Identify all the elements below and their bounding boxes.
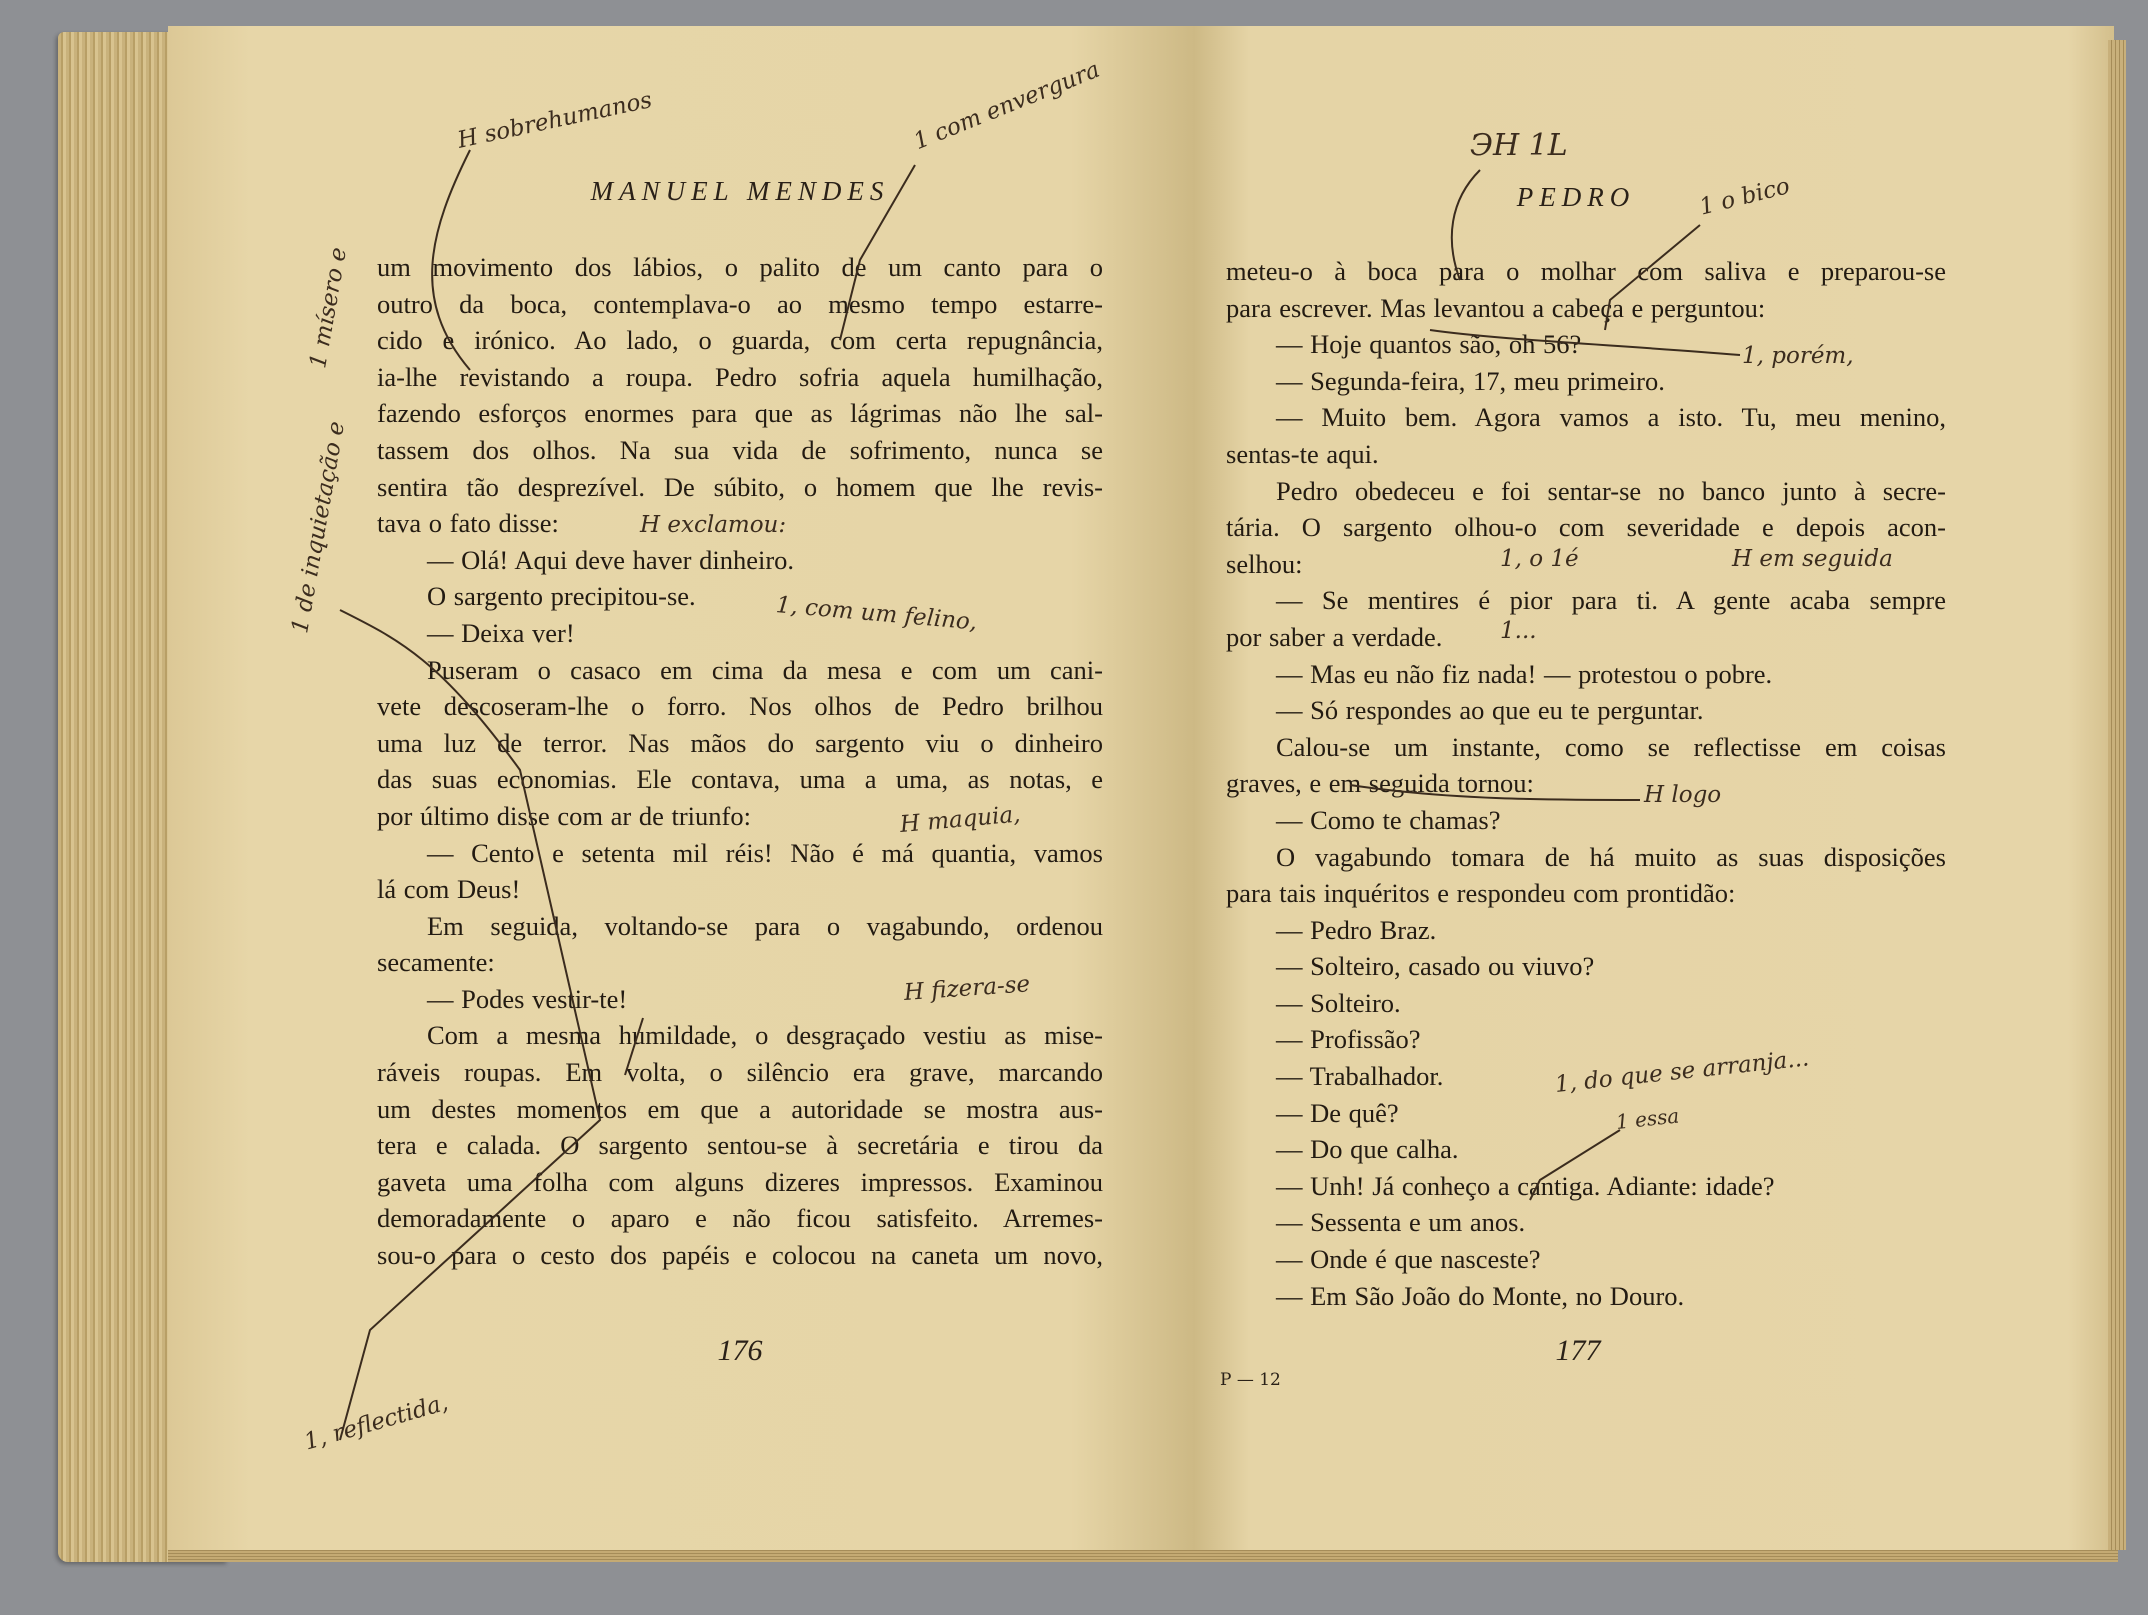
text-line: das suas economias. Ele contava, uma a uma, as notas, e (377, 764, 1103, 795)
annotation: H logo (1644, 782, 1722, 808)
text-line: ráveis roupas. Em volta, o silêncio era grave, marcando (377, 1057, 1103, 1088)
text-line: outro da boca, contemplava-o ao mesmo tempo estarre- (377, 288, 1103, 319)
text-line: secamente: (377, 947, 495, 978)
text-line: tassem dos olhos. Na sua vida de sofrimento, nunca se (377, 434, 1103, 465)
running-head-right: PEDRO (1516, 182, 1636, 212)
text-line: selhou: (1226, 548, 1303, 579)
text-line: — Podes vestir-te! (427, 983, 628, 1014)
annotation: H exclamou: (640, 512, 787, 538)
text-line: Calou-se um instante, como se reflectisse em coisas (1276, 731, 1946, 762)
text-line: — Do que calha. (1276, 1134, 1459, 1165)
annotation: H em seguida (1732, 546, 1893, 572)
annotation: 1... (1500, 618, 1537, 644)
text-line: — Muito bem. Agora vamos a isto. Tu, meu menino, (1276, 402, 1946, 433)
text-line: — Em São João do Monte, no Douro. (1276, 1280, 1685, 1311)
text-line: — Trabalhador. (1276, 1061, 1444, 1092)
text-line: — Se mentires é pior para ti. A gente acaba sempre (1276, 585, 1946, 616)
text-line: — Como te chamas? (1276, 804, 1501, 835)
annotation: 1, porém, (1742, 343, 1854, 369)
text-line: — Olá! Aqui deve haver dinheiro. (427, 544, 795, 575)
annotation: H fizera-se (903, 971, 1031, 1006)
annotation: 1, reflectida, (301, 1389, 451, 1456)
annotation: 1 essa (1614, 1103, 1681, 1134)
annotation: 1 de inquietação e (287, 419, 351, 636)
text-line: tava o fato disse: (377, 508, 559, 539)
text-line: fazendo esforços enormes para que as lágrimas não lhe sal- (377, 398, 1103, 429)
annotation: 1 com envergura (910, 56, 1104, 156)
text-line: — Onde é que nasceste? (1276, 1244, 1541, 1275)
text-line: — Profissão? (1276, 1024, 1421, 1055)
annotation: ЭH 1L (1470, 128, 1568, 163)
text-line: por saber a verdade. (1226, 621, 1443, 652)
text-line: — Solteiro. (1276, 987, 1401, 1018)
page-stack-edge-bottom (168, 1550, 2118, 1562)
printer-signature-mark: P — 12 (1220, 1370, 1281, 1390)
text-line: gaveta uma folha com alguns dizeres impressos. Examinou (377, 1166, 1103, 1197)
text-line: tera e calada. O sargento sentou-se à secretária e tirou da (377, 1130, 1103, 1161)
annotation: 1, do que se arranja... (1553, 1045, 1811, 1098)
text-line: — Pedro Braz. (1276, 914, 1437, 945)
text-line: — Mas eu não fiz nada! — protestou o pobre. (1276, 658, 1773, 689)
text-line: sou-o para o cesto dos papéis e colocou na caneta um novo, (377, 1240, 1103, 1271)
text-line: — De quê? (1276, 1097, 1399, 1128)
right-page-text (1226, 253, 1946, 1314)
text-line: vete descoseram-lhe o forro. Nos olhos de Pedro brilhou (377, 691, 1103, 722)
page-stack-edge-right (2108, 40, 2126, 1550)
page-number-right: 177 (1555, 1334, 1601, 1367)
text-line: por último disse com ar de triunfo: (377, 800, 751, 831)
annotation: 1 o bico (1696, 173, 1793, 221)
text-line: ia-lhe revistando a roupa. Pedro sofria aquela humilhação, (377, 361, 1103, 392)
annotation: 1, o 1é (1500, 546, 1579, 572)
text-line: Com a mesma humildade, o desgraçado vestiu as mise- (427, 1020, 1103, 1051)
text-line: O sargento precipitou-se. (427, 581, 696, 612)
text-line: meteu-o à boca para o molhar com saliva e preparou-se (1226, 256, 1946, 286)
text-line: graves, e em seguida tornou: (1226, 768, 1534, 799)
text-line: lá com Deus! (377, 874, 521, 905)
text-line: — Segunda-feira, 17, meu primeiro. (1276, 365, 1665, 396)
text-line: demoradamente o aparo e não ficou satisfeito. Arremes- (377, 1203, 1103, 1234)
page-number-left: 176 (717, 1334, 763, 1367)
annotation: 1 mísero e (305, 245, 353, 371)
text-line: sentas-te aqui. (1226, 438, 1379, 469)
text-line: uma luz de terror. Nas mãos do sargento viu o dinheiro (377, 727, 1103, 758)
text-line: tária. O sargento olhou-o com severidade e depois acon- (1226, 512, 1946, 543)
left-page-text (377, 249, 1103, 1274)
running-head-left: MANUEL MENDES (590, 176, 890, 206)
text-line: — Unh! Já conheço a cantiga. Adiante: idade? (1276, 1170, 1775, 1201)
text-line: um destes momentos em que a autoridade se mostra aus- (377, 1093, 1103, 1124)
text-line: — Hoje quantos são, oh 56? (1276, 329, 1582, 360)
text-line: sentira tão desprezível. De súbito, o homem que lhe revis- (377, 471, 1103, 502)
text-line: — Solteiro, casado ou viuvo? (1276, 951, 1595, 982)
text-line: para escrever. Mas levantou a cabeça e perguntou: (1226, 292, 1766, 323)
text-line: Puseram o casaco em cima da mesa e com um cani- (427, 654, 1103, 685)
text-line: Pedro obedeceu e foi sentar-se no banco junto à secre- (1276, 475, 1946, 506)
annotation: H maquia, (898, 801, 1022, 838)
text-line: — Sessenta e um anos. (1276, 1207, 1526, 1238)
text-line: Em seguida, voltando-se para o vagabundo, ordenou (427, 910, 1103, 941)
text-line: um movimento dos lábios, o palito de um canto para o (377, 252, 1103, 282)
annotation: H sobrehumanos (455, 87, 655, 154)
text-line: — Deixa ver! (427, 617, 575, 648)
text-line: cido e irónico. Ao lado, o guarda, com certa repugnância, (377, 325, 1103, 356)
text-line: — Só respondes ao que eu te perguntar. (1276, 695, 1704, 726)
text-line: O vagabundo tomara de há muito as suas disposições (1276, 841, 1946, 872)
text-line: — Cento e setenta mil réis! Não é má quantia, vamos (427, 837, 1103, 868)
annotation: 1, com um felino, (774, 592, 979, 636)
text-line: para tais inquéritos e respondeu com prontidão: (1226, 878, 1736, 909)
